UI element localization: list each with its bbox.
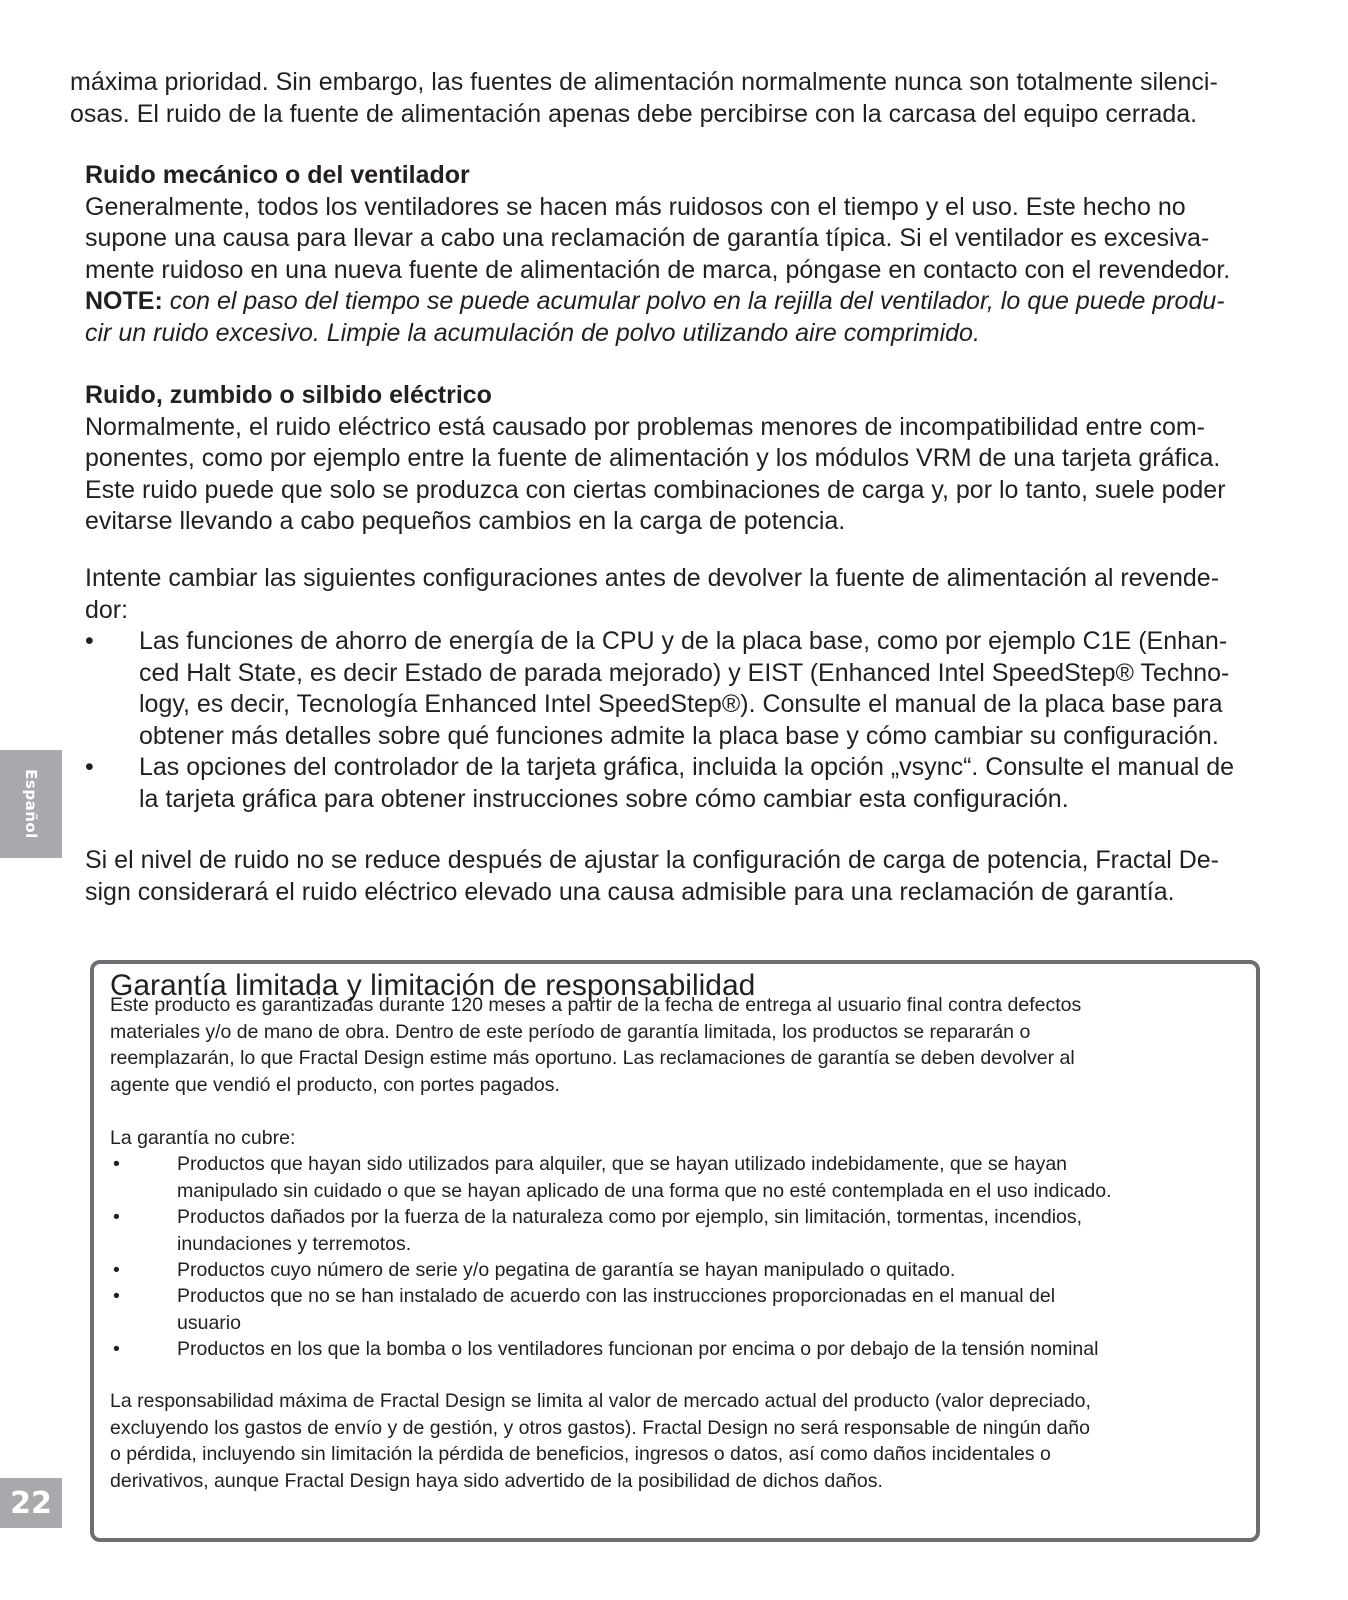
not-covered-label: La garantía no cubre: bbox=[110, 1127, 296, 1149]
intro-paragraph bbox=[70, 67, 1218, 130]
closing-paragraph bbox=[85, 845, 1219, 908]
bullet-icon: • bbox=[113, 1153, 120, 1175]
list-item bbox=[177, 1257, 955, 1284]
text-line: Productos dañados por la fuerza de la naturaleza como por ejemplo, sin limitación, tormentas, incendios, bbox=[177, 1206, 1083, 1228]
text-line: usuario bbox=[177, 1311, 241, 1334]
bullet-icon: • bbox=[113, 1285, 120, 1307]
text-line: osas. El ruido de la fuente de alimentación apenas debe percibirse con la carcasa del equipo cerrada. bbox=[70, 99, 1198, 128]
bullet-icon: • bbox=[113, 1338, 120, 1360]
text-line: Si el nivel de ruido no se reduce después de ajustar la configuración de carga de potencia, Fractal De- bbox=[85, 846, 1220, 874]
text-line: inundaciones y terremotos. bbox=[177, 1232, 412, 1255]
list-item bbox=[177, 1204, 1082, 1257]
text-line: Productos en los que la bomba o los ventiladores funcionan por encima o por debajo de la tensión nominal bbox=[177, 1338, 1099, 1360]
mechanical-noise-section bbox=[85, 160, 1230, 349]
text-line: manipulado sin cuidado o que se hayan aplicado de una forma que no esté contemplada en el uso indicado. bbox=[177, 1179, 1112, 1202]
warranty-title: Garantía limitada y limitación de responsabilidad bbox=[110, 969, 756, 1002]
liability-paragraph bbox=[110, 1388, 1091, 1494]
note-label: NOTE: bbox=[85, 287, 163, 315]
text-line: Productos cuyo número de serie y/o pegatina de garantía se hayan manipulado o quitado. bbox=[177, 1259, 956, 1281]
note-line bbox=[85, 286, 1230, 318]
text-line: materiales y/o de mano de obra. Dentro de este período de garantía limitada, los productos se repararán o bbox=[110, 1020, 1031, 1043]
text-line: La responsabilidad máxima de Fractal Design se limita al valor de mercado actual del producto (valor depreciado, bbox=[110, 1390, 1091, 1412]
note-text: con el paso del tiempo se puede acumular polvo en la rejilla del ventilador, lo que puede produ- bbox=[162, 287, 1225, 315]
text-line: Normalmente, el ruido eléctrico está causado por problemas menores de incompatibilidad entre com- bbox=[85, 412, 1205, 441]
bullet-icon: • bbox=[113, 1259, 120, 1281]
text-line: reemplazarán, lo que Fractal Design estime más oportuno. Las reclamaciones de garantía se deben devolver al bbox=[110, 1047, 1075, 1069]
text-line: Las opciones del controlador de la tarjeta gráfica, incluida la opción „vsync“. Consulte el manual de bbox=[139, 753, 1235, 781]
bullet-text bbox=[139, 752, 1234, 815]
text-line: dor: bbox=[85, 595, 129, 624]
text-line: o pérdida, incluyendo sin limitación la pérdida de beneficios, ingresos o datos, así como daños incidentales o bbox=[110, 1443, 1051, 1465]
text-line: evitarse llevando a cabo pequeños cambios en la carga de potencia. bbox=[85, 507, 846, 535]
text-line: la tarjeta gráfica para obtener instrucciones sobre cómo cambiar esta configuración. bbox=[139, 784, 1069, 813]
text-line: Generalmente, todos los ventiladores se hacen más ruidosos con el tiempo y el uso. Este hecho no bbox=[85, 192, 1186, 221]
list-item bbox=[177, 1336, 1098, 1363]
text-line: logy, es decir, Tecnología Enhanced Intel SpeedStep®). Consulte el manual de la placa base para bbox=[139, 690, 1223, 718]
text-line: derivativos, aunque Fractal Design haya sido advertido de la posibilidad de dichos daños. bbox=[110, 1469, 883, 1492]
list-item bbox=[177, 1151, 1112, 1204]
bullet-text bbox=[139, 626, 1229, 752]
text-line: Este producto es garantizadas durante 120 meses a partir de la fecha de entrega al usuario final contra defectos bbox=[110, 994, 1082, 1016]
bullet-icon: • bbox=[85, 753, 94, 781]
text-line: obtener más detalles sobre qué funciones admite la placa base y cómo cambiar su configuración. bbox=[139, 721, 1219, 750]
text-line: ced Halt State, es decir Estado de parada mejorado) y EIST (Enhanced Intel SpeedStep® Techno- bbox=[139, 658, 1230, 687]
text-line: Productos que hayan sido utilizados para alquiler, que se hayan utilizado indebidamente, que se hayan bbox=[177, 1153, 1068, 1175]
text-line: excluyendo los gastos de envío y de gestión, y otros gastos). Fractal Design no será responsable de ningún daño bbox=[110, 1416, 1090, 1439]
list-item bbox=[177, 1283, 1055, 1336]
text-line: mente ruidoso en una nueva fuente de alimentación de marca, póngase en contacto con el revendedor. bbox=[85, 255, 1231, 284]
text-line: supone una causa para llevar a cabo una reclamación de garantía típica. Si el ventilador es excesiva- bbox=[85, 224, 1210, 252]
text-line: Las funciones de ahorro de energía de la CPU y de la placa base, como por ejemplo C1E (Enhan- bbox=[139, 627, 1228, 655]
text-line: máxima prioridad. Sin embargo, las fuentes de alimentación normalmente nunca son totalmente silenci- bbox=[70, 68, 1218, 96]
bullet-icon: • bbox=[85, 627, 94, 655]
warranty-intro bbox=[110, 992, 1081, 1098]
settings-intro bbox=[85, 563, 1219, 626]
bullet-icon: • bbox=[113, 1206, 120, 1228]
text-line: Productos que no se han instalado de acuerdo con las instrucciones proporcionadas en el manual del bbox=[177, 1285, 1056, 1307]
text-line: sign considerará el ruido eléctrico elevado una causa admisible para una reclamación de garantía. bbox=[85, 877, 1175, 906]
electrical-noise-section bbox=[85, 380, 1226, 538]
section-heading: Ruido mecánico o del ventilador bbox=[85, 161, 470, 189]
language-tab bbox=[0, 750, 62, 858]
section-heading: Ruido, zumbido o silbido eléctrico bbox=[85, 381, 492, 409]
page-number: 22 bbox=[0, 1478, 62, 1528]
text-line: agente que vendió el producto, con portes pagados. bbox=[110, 1073, 560, 1096]
text-line: ponentes, como por ejemplo entre la fuente de alimentación y los módulos VRM de una tarjeta gráfica. bbox=[85, 444, 1221, 472]
language-tab-label: Español bbox=[22, 769, 40, 839]
text-line: Este ruido puede que solo se produzca con ciertas combinaciones de carga y, por lo tanto, suele poder bbox=[85, 475, 1226, 504]
note-text: cir un ruido excesivo. Limpie la acumulación de polvo utilizando aire comprimido. bbox=[85, 318, 980, 347]
text-line: Intente cambiar las siguientes configuraciones antes de devolver la fuente de alimentación al revende- bbox=[85, 564, 1220, 592]
